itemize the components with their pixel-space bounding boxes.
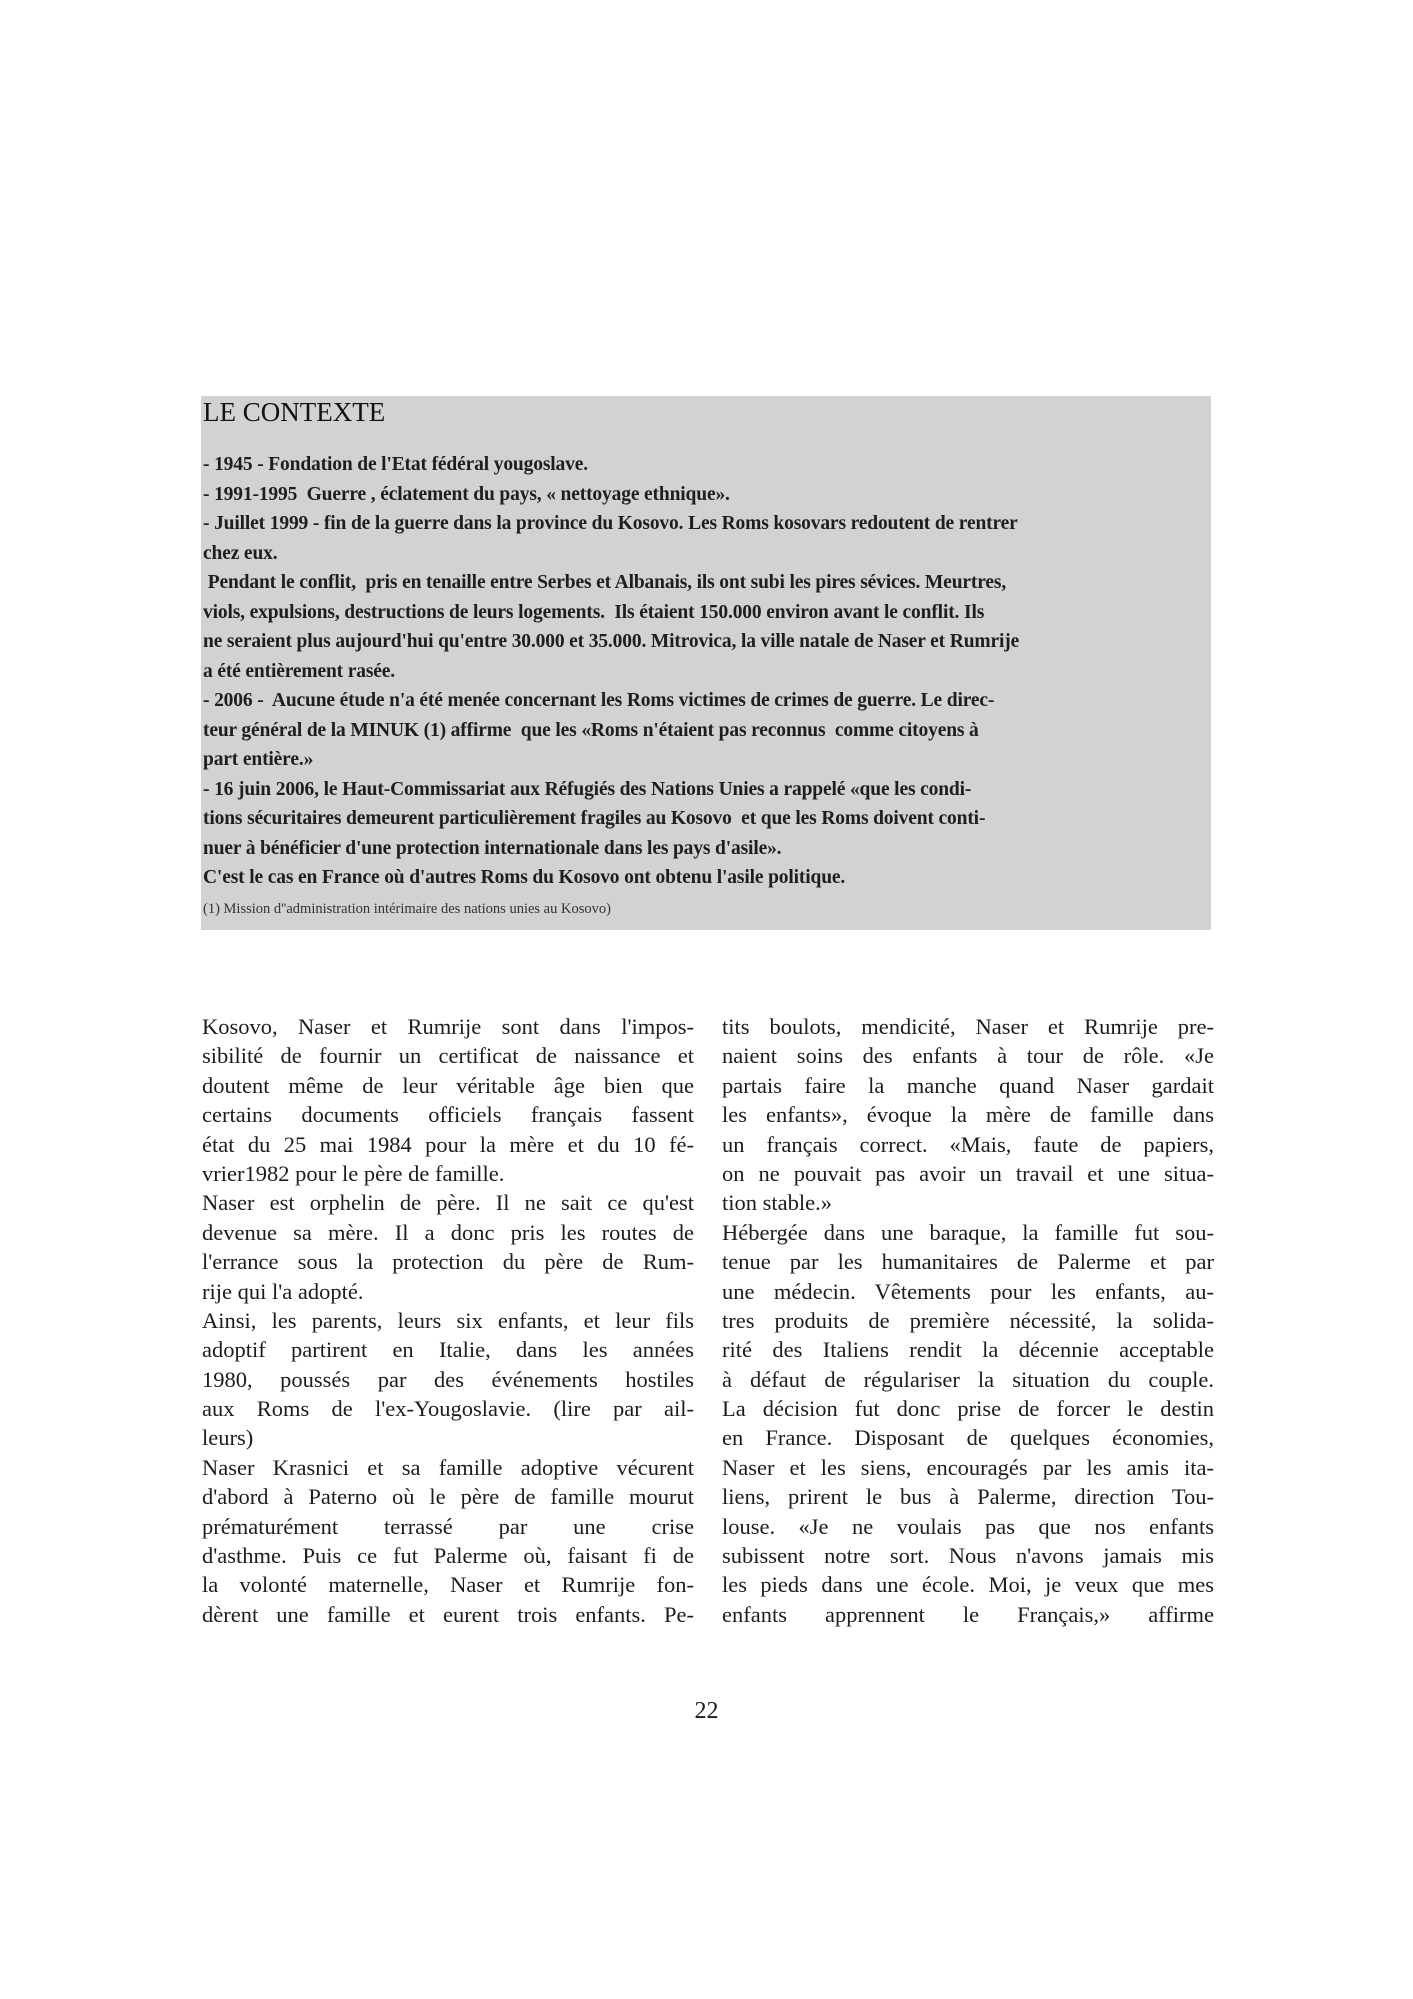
body-line: Naser est orphelin de père. Il ne sait ce qu'est bbox=[202, 1190, 694, 1216]
body-line: Hébergée dans une baraque, la famille fut sou- bbox=[722, 1219, 1214, 1245]
body-line: rité des Italiens rendit la décennie acceptable bbox=[722, 1337, 1214, 1363]
body-column-left bbox=[202, 1012, 694, 1629]
context-line: - 16 juin 2006, le Haut-Commissariat aux Réfugiés des Nations Unies a rappelé «que les condi- bbox=[203, 778, 972, 800]
context-line: teur général de la MINUK (1) affirme que les «Roms n'étaient pas reconnus comme citoyens à bbox=[203, 719, 979, 741]
body-line: vrier1982 pour le père de famille. bbox=[202, 1160, 505, 1186]
body-line: rije qui l'a adopté. bbox=[202, 1278, 364, 1304]
body-line: partais faire la manche quand Naser gardait bbox=[722, 1072, 1214, 1098]
body-line: devenue sa mère. Il a donc pris les routes de bbox=[202, 1219, 694, 1245]
body-line: certains documents officiels français fassent bbox=[202, 1102, 694, 1128]
context-line: - 2006 - Aucune étude n'a été menée concernant les Roms victimes de crimes de guerre. Le direc- bbox=[203, 690, 995, 711]
body-line: doutent même de leur véritable âge bien que bbox=[202, 1072, 694, 1098]
body-line: tres produits de première nécessité, la solida- bbox=[722, 1307, 1214, 1333]
body-line: Naser et les siens, encouragés par les amis ita- bbox=[722, 1454, 1214, 1480]
body-line: aux Roms de l'ex-Yougoslavie. (lire par ail- bbox=[202, 1396, 694, 1422]
body-line: La décision fut donc prise de forcer le destin bbox=[722, 1396, 1214, 1422]
body-line: les enfants», évoque la mère de famille dans bbox=[722, 1102, 1214, 1128]
context-line: Pendant le conflit, pris en tenaille entre Serbes et Albanais, ils ont subi les pires sévices. Meurtres, bbox=[203, 572, 1007, 593]
body-line: état du 25 mai 1984 pour la mère et du 10 fé- bbox=[202, 1131, 694, 1157]
context-line: viols, expulsions, destructions de leurs logements. Ils étaient 150.000 environ avant le conflit. Ils bbox=[203, 601, 985, 623]
context-box bbox=[201, 396, 1211, 930]
context-line: nuer à bénéficier d'une protection internationale dans les pays d'asile». bbox=[203, 837, 782, 859]
context-line: part entière.» bbox=[203, 749, 314, 770]
body-line: adoptif partirent en Italie, dans les années bbox=[202, 1337, 694, 1363]
body-line: tion stable.» bbox=[722, 1190, 832, 1216]
context-line: tions sécuritaires demeurent particulièrement fragiles au Kosovo et que les Roms doivent conti- bbox=[203, 808, 986, 829]
context-line: chez eux. bbox=[203, 542, 278, 564]
body-line: tits boulots, mendicité, Naser et Rumrije pre- bbox=[722, 1014, 1214, 1039]
context-line: C'est le cas en France où d'autres Roms du Kosovo ont obtenu l'asile politique. bbox=[203, 867, 846, 888]
body-line: en France. Disposant de quelques économies, bbox=[722, 1425, 1214, 1451]
body-line: Naser Krasnici et sa famille adoptive vécurent bbox=[202, 1454, 694, 1480]
context-line: a été entièrement rasée. bbox=[203, 660, 396, 682]
body-line: d'abord à Paterno où le père de famille mourut bbox=[202, 1484, 694, 1510]
body-line: d'asthme. Puis ce fut Palerme où, faisant fi de bbox=[202, 1543, 694, 1569]
body-line: enfants apprennent le Français,» affirme bbox=[722, 1601, 1214, 1627]
body-line: Ainsi, les parents, leurs six enfants, et leur fils bbox=[202, 1307, 694, 1333]
body-line: subissent notre sort. Nous n'avons jamais mis bbox=[722, 1543, 1214, 1569]
body-line: Kosovo, Naser et Rumrije sont dans l'impos- bbox=[202, 1014, 694, 1039]
context-body bbox=[203, 450, 1209, 893]
context-line: ne seraient plus aujourd'hui qu'entre 30.000 et 35.000. Mitrovica, la ville natale de Naser et Rumrije bbox=[203, 631, 1020, 652]
body-line: on ne pouvait pas avoir un travail et une situa- bbox=[722, 1160, 1214, 1186]
body-line: les pieds dans une école. Moi, je veux que mes bbox=[722, 1572, 1214, 1598]
context-line: - Juillet 1999 - fin de la guerre dans la province du Kosovo. Les Roms kosovars redoutent de rentrer bbox=[203, 513, 1018, 534]
body-line: 1980, poussés par des événements hostiles bbox=[202, 1366, 694, 1392]
body-line: liens, prirent le bus à Palerme, direction Tou- bbox=[722, 1484, 1214, 1510]
body-line: un français correct. «Mais, faute de papiers, bbox=[722, 1131, 1214, 1157]
body-line: prématurément terrassé par une crise bbox=[202, 1513, 694, 1539]
body-line: une médecin. Vêtements pour les enfants, au- bbox=[722, 1278, 1214, 1304]
body-line: louse. «Je ne voulais pas que nos enfants bbox=[722, 1513, 1214, 1539]
body-line: à défaut de régulariser la situation du couple. bbox=[722, 1366, 1214, 1392]
body-line: dèrent une famille et eurent trois enfants. Pe- bbox=[202, 1601, 694, 1627]
context-line: - 1991-1995 Guerre , éclatement du pays, « nettoyage ethnique». bbox=[203, 483, 730, 505]
body-line: tenue par les humanitaires de Palerme et par bbox=[722, 1249, 1214, 1275]
body-line: leurs) bbox=[202, 1425, 254, 1451]
body-line: sibilité de fournir un certificat de naissance et bbox=[202, 1043, 694, 1069]
body-column-right bbox=[722, 1012, 1214, 1629]
context-footnote: (1) Mission d''administration intérimaire des nations unies au Kosovo) bbox=[203, 901, 611, 917]
page-number: 22 bbox=[694, 1698, 719, 1724]
context-title: LE CONTEXTE bbox=[203, 397, 386, 427]
body-line: la volonté maternelle, Naser et Rumrije fon- bbox=[202, 1572, 694, 1598]
context-line: - 1945 - Fondation de l'Etat fédéral yougoslave. bbox=[203, 454, 588, 475]
body-line: l'errance sous la protection du père de Rum- bbox=[202, 1249, 694, 1275]
body-line: naient soins des enfants à tour de rôle. «Je bbox=[722, 1043, 1214, 1069]
